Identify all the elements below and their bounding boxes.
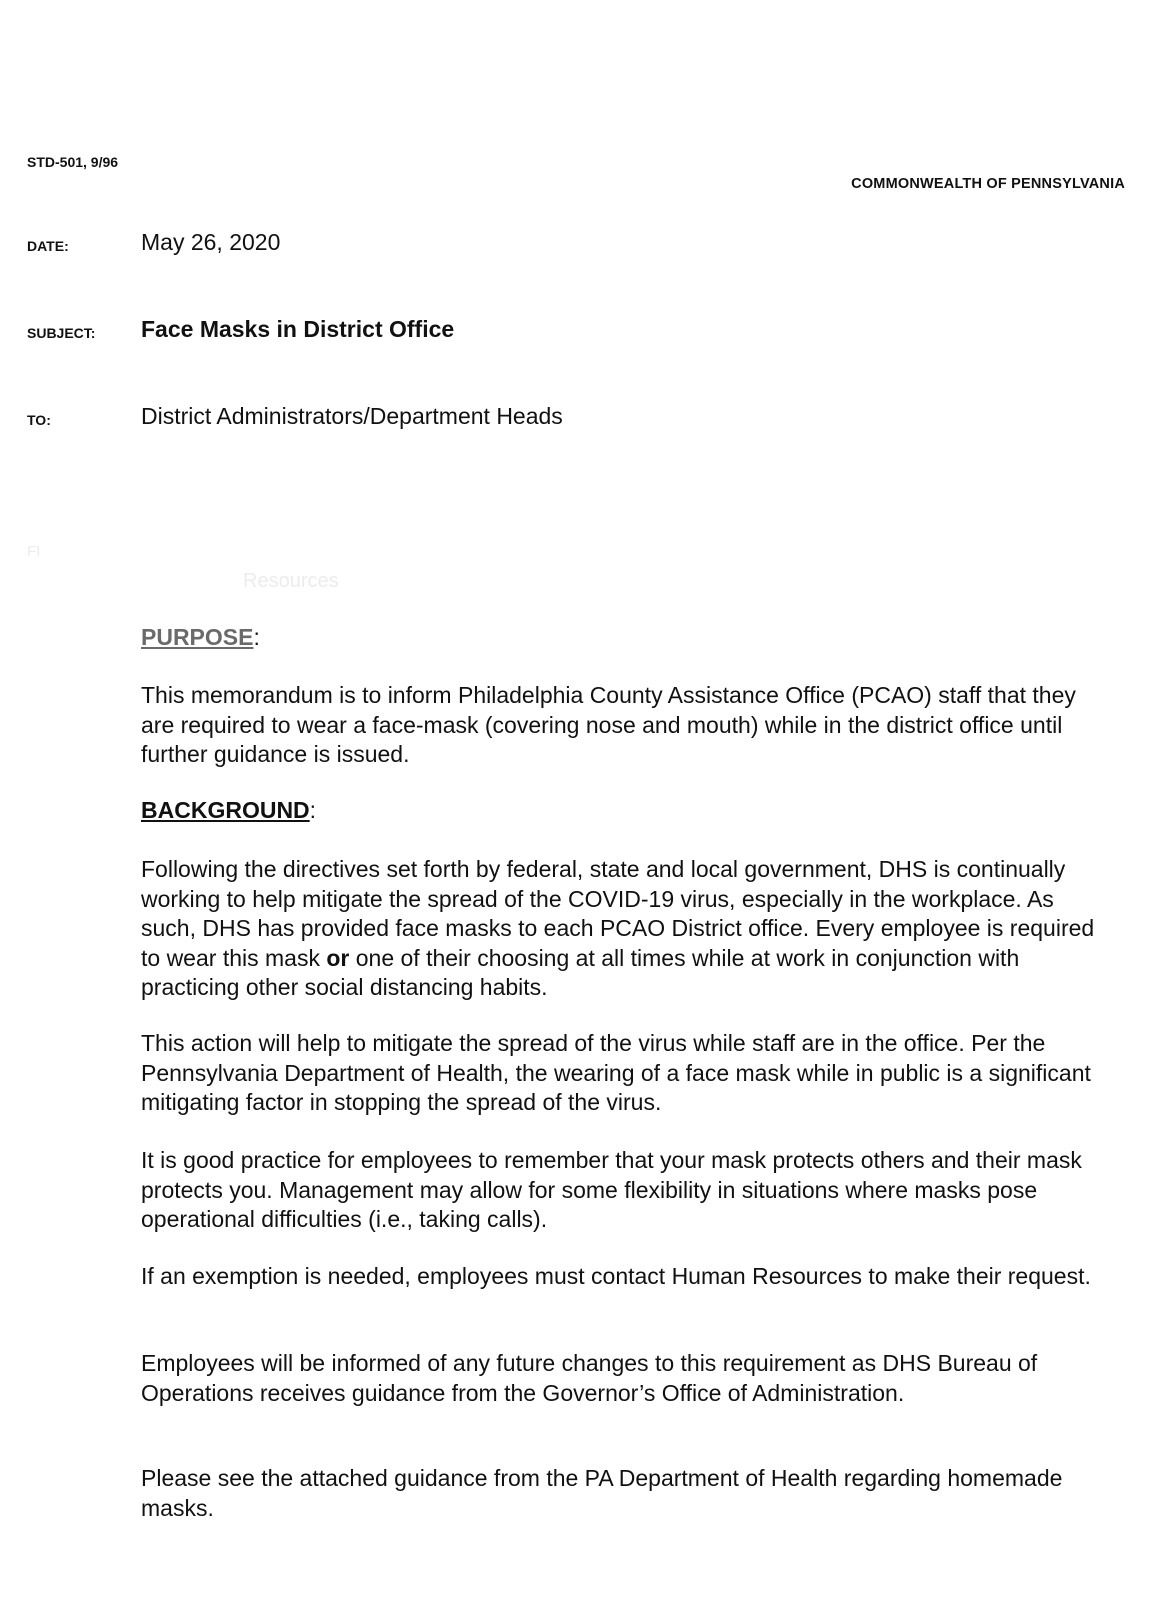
- background-paragraph-2: This action will help to mitigate the spread of the virus while staff are in the office. Per the Pennsylvania Department of Health, the wearing of a face mask while in public is a significant mitigating factor in stopping the spread of the virus.: [141, 1030, 1091, 1115]
- background-paragraph-1: [141, 855, 1101, 1003]
- from-label-faded: FI: [27, 543, 41, 560]
- background-paragraph-3: It is good practice for employees to remember that your mask protects others and their mask protects you. Management may allow for some flexibility in situations where masks pose operational difficulties (i.e., taking calls).: [141, 1147, 1082, 1232]
- to-value: District Administrators/Department Heads: [141, 403, 563, 429]
- agency-name: COMMONWEALTH OF PENNSYLVANIA: [851, 176, 1125, 192]
- purpose-heading-colon: :: [253, 624, 260, 650]
- background-paragraph-5: Employees will be informed of any future changes to this requirement as DHS Bureau of Operations receives guidance from the Governor’s Office of Administration.: [141, 1350, 1038, 1406]
- subject-value: Face Masks in District Office: [141, 316, 455, 342]
- background-heading: [141, 797, 1101, 824]
- to-label: TO:: [27, 412, 51, 428]
- background-paragraph-6: Please see the attached guidance from the PA Department of Health regarding homemade masks.: [141, 1465, 1063, 1521]
- background-p1-emphasis: or: [326, 944, 350, 971]
- date-value: May 26, 2020: [141, 229, 281, 255]
- background-heading-text: BACKGROUND: [141, 797, 310, 823]
- background-heading-colon: :: [309, 797, 317, 823]
- form-number: STD-501, 9/96: [27, 154, 119, 170]
- from-value-faded: Resources: [243, 570, 339, 592]
- purpose-heading: [141, 624, 1101, 651]
- background-paragraph-4: If an exemption is needed, employees must contact Human Resources to make their request.: [141, 1263, 1091, 1289]
- purpose-heading-text: PURPOSE: [141, 624, 254, 650]
- background-p1-end: one of their choosing at all times while at work in conjunction with practicing other social distancing habits.: [141, 944, 1020, 1000]
- date-label: DATE:: [27, 238, 69, 254]
- background-p1-start: Following the directives set forth by federal, state and local government, DHS is continually working to help mitigate the spread of the COVID-19 virus, especially in the workplace. As such, DHS has provided face masks to each PCAO District office. Every employee is required to wear this mask: [141, 856, 1095, 971]
- purpose-paragraph: This memorandum is to inform Philadelphia County Assistance Office (PCAO) staff that they are required to wear a face-mask (covering nose and mouth) while in the district office until further guidance is issued.: [141, 682, 1076, 767]
- subject-label: SUBJECT:: [27, 325, 96, 341]
